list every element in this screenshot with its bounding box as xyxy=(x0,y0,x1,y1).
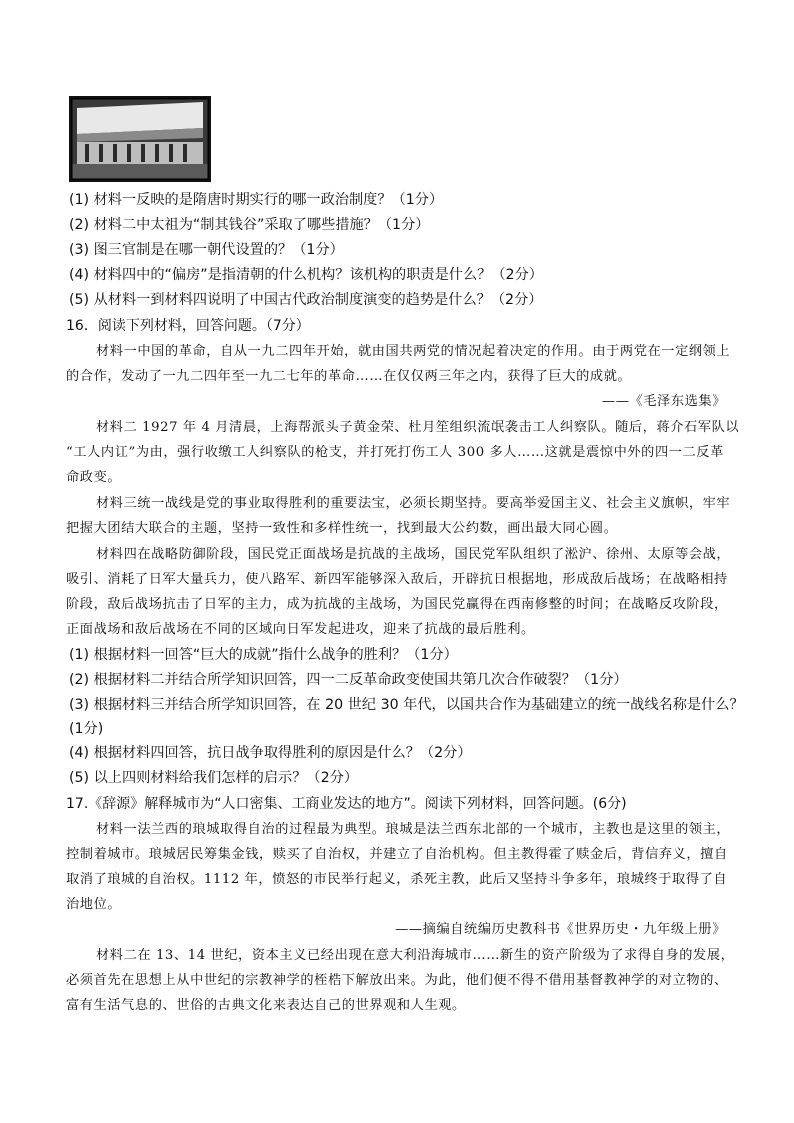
question-15-2: (2) 材料二中太祖为“制其钱谷”采取了哪些措施？（1分） xyxy=(69,217,430,233)
q16-material-4-line: 正面战场和敌后战场在不同的区域向日军发起进攻，迎来了抗战的最后胜利。 xyxy=(66,622,535,637)
q17-material-1-line: 控制着城市。琅城居民筹集金钱，赎买了自治权，并建立了自治机构。但主教得霍了赎金后，背信弃义，擅自 xyxy=(66,847,728,862)
question-16-title: 16．阅读下列材料，回答问题。（7分） xyxy=(66,318,310,334)
question-15-5: (5) 从材料一到材料四说明了中国古代政治制度演变的趋势是什么？（2分） xyxy=(69,292,543,308)
question-16-5: (5) 以上四则材料给我们怎样的启示？（2分） xyxy=(69,770,359,786)
q16-material-4-line: 阶段，敌后战场抗击了日军的主力，成为抗战的主战场，为国民党赢得在西南修整的时间；在战略反攻阶段， xyxy=(66,597,728,612)
q17-material-1-source: ——摘编自统编历史教科书《世界历史・九年级上册》 xyxy=(395,922,726,937)
q17-material-2-line: 富有生活气息的、世俗的古典文化来表达自己的世界观和人生观。 xyxy=(66,998,466,1013)
q17-material-1-line: 取消了琅城的自治权。1112 年，愤怒的市民举行起义，杀死主教，此后又坚持斗争多年，琅城终于取得了自 xyxy=(66,872,728,887)
q16-material-1-line: 的合作，发动了一九二四年至一九二七年的革命……在仅仅两三年之内，获得了巨大的成就。 xyxy=(66,369,632,384)
question-16-1: (1) 根据材料一回答“巨大的成就”指什么战争的胜利？（1分） xyxy=(69,647,458,663)
q16-material-3-line: 把握大团结大联合的主题，坚持一致性和多样性统一，找到最大公约数，画出最大同心圆。 xyxy=(66,521,618,536)
q16-material-3-line: 材料三统一战线是党的事业取得胜利的重要法宝，必须长期坚持。要高举爱国主义、社会主义旗帜，牢牢 xyxy=(96,496,731,511)
question-16-2: (2) 根据材料二并结合所学知识回答，四一二反革命政变使国共第几次合作破裂？（1分） xyxy=(69,672,628,688)
question-15-4: (4) 材料四中的“偏房”是指清朝的什么机构？该机构的职责是什么？（2分） xyxy=(69,267,543,283)
q17-material-2-line: 必须首先在思想上从中世纪的宗教神学的桎梏下解放出来。为此，他们便不得不借用基督教神学的对立物的、 xyxy=(66,973,728,988)
question-17-title: 17.《辞源》解释城市为“人口密集、工商业发达的地方”。阅读下列材料，回答问题。(6分) xyxy=(66,796,627,812)
question-16-3-points: (1分) xyxy=(69,721,104,737)
q17-material-2-line: 材料二在 13、14 世纪，资本主义已经出现在意大利沿海城市……新生的资产阶级为了求得自身的发展， xyxy=(96,948,735,963)
q16-material-1-source: ——《毛泽东选集》 xyxy=(601,394,726,409)
question-16-3: (3) 根据材料三并结合所学知识回答，在 20 世纪 30 年代，以国共合作为基础建立的统一战线名称是什么？ xyxy=(69,697,744,713)
q17-material-1-line: 治地位。 xyxy=(66,897,122,912)
building-photo-icon xyxy=(71,98,209,180)
q17-material-1-line: 材料一法兰西的琅城取得自治的过程最为典型。琅城是法兰西东北部的一个城市，主教也是这里的领主， xyxy=(96,822,731,837)
question-15-3: (3) 图三官制是在哪一朝代设置的？（1分） xyxy=(69,242,344,258)
q16-material-2-line: 材料二 1927 年 4 月清晨，上海帮派头子黄金荣、杜月笙组织流氓袭击工人纠察队。随后，蒋介石军队以 xyxy=(96,420,740,435)
q16-material-1-line: 材料一中国的革命，自从一九二四年开始，就由国共两党的情况起着决定的作用。由于两党在一定纲领上 xyxy=(96,344,731,359)
q16-material-2-line: 命政变。 xyxy=(66,470,122,485)
question-15-1: (1) 材料一反映的是隋唐时期实行的哪一政治制度？（1分） xyxy=(69,192,444,208)
q16-material-4-line: 材料四在战略防御阶段，国民党正面战场是抗战的主战场，国民党军队组织了淞沪、徐州、太原等会战， xyxy=(96,547,731,562)
historical-photo xyxy=(69,96,211,182)
q16-material-2-line: “工人内讧”为由，强行收缴工人纠察队的枪支，并打死打伤工人 300 多人……这就是震惊中外的四一二反革 xyxy=(66,445,724,460)
question-16-4: (4) 根据材料四回答，抗日战争取得胜利的原因是什么？（2分） xyxy=(69,745,472,761)
q16-material-4-line: 吸引、消耗了日军大量兵力，使八路军、新四军能够深入敌后，开辟抗日根据地，形成敌后战场；在战略相持 xyxy=(66,572,728,587)
